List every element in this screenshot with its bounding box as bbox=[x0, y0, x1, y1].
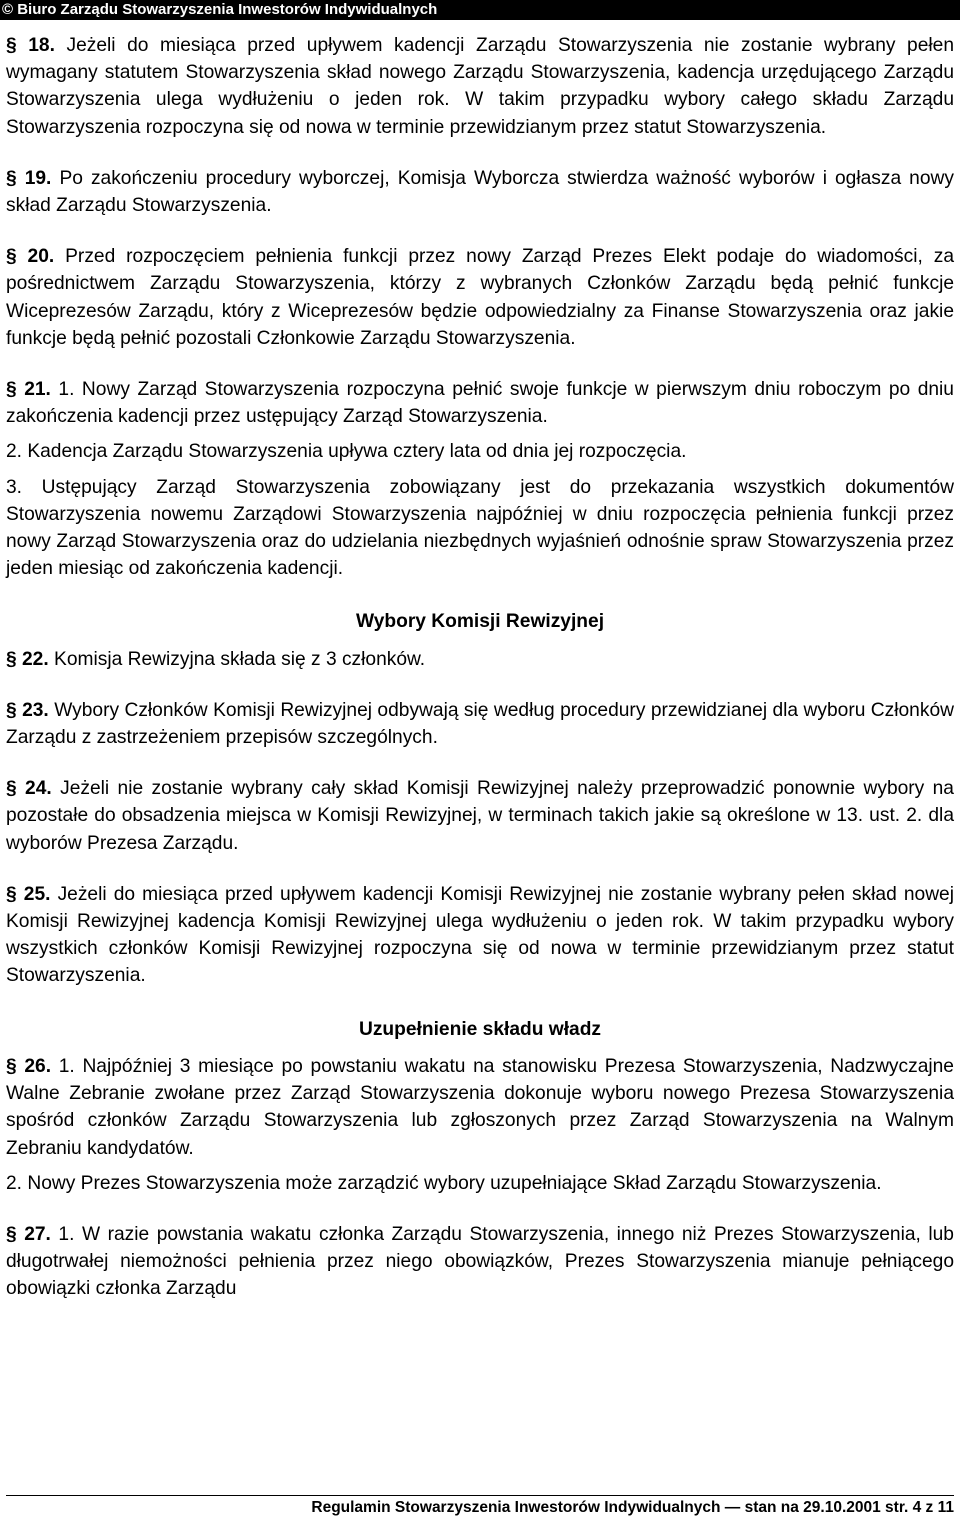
section-number: § 22. bbox=[6, 648, 49, 670]
paragraph-text: Przed rozpoczęciem pełnienia funkcji przez nowy Zarząd Prezes Elekt podaje do wiadomości, za pośrednictwem Zarządu Stowarzyszenia, którzy z wybranych Członków Zarządu będą pełnić funkcje Wiceprezesów Zarządu, który z Wiceprezesów będzie odpowiedzialny za Finanse Stowarzyszenia oraz jakie funkcje będą pełnić pozostali Członkowie Zarządu Stowarzyszenia. bbox=[6, 246, 954, 349]
paragraph-26-point-2 bbox=[6, 1170, 954, 1197]
paragraph-text: Jeżeli do miesiąca przed upływem kadencji Zarządu Stowarzyszenia nie zostanie wybrany pełen wymagany statutem Stowarzyszenia skład nowego Zarządu Stowarzyszenia, kadencja urzędującego Zarządu Stowarzyszenia ulega wydłużeniu o jeden rok. W takim przypadku wybory całego składu Zarządu Stowarzyszenia rozpoczyna się od nowa w terminie przewidzianym przez statut Stowarzyszenia. bbox=[6, 35, 954, 138]
section-number: § 18. bbox=[6, 35, 55, 56]
document-header-title: © Biuro Zarządu Stowarzyszenia Inwestorów Indywidualnych bbox=[2, 1, 438, 18]
paragraph-18 bbox=[6, 32, 954, 141]
paragraph-25 bbox=[6, 881, 954, 990]
paragraph-text: Jeżeli do miesiąca przed upływem kadencji Komisji Rewizyjnej nie zostanie wybrany pełen skład nowej Komisji Rewizyjnej kadencja Komisji Rewizyjnej ulega wydłużeniu o jeden rok. W takim przypadku wybory wszystkich członków Komisji Rewizyjnej rozpoczyna się od nowa w terminie przewidzianym przez statut Stowarzyszenia. bbox=[6, 883, 954, 987]
section-number: § 19. bbox=[6, 167, 52, 189]
paragraph-19 bbox=[6, 165, 954, 219]
paragraph-text: Jeżeli nie zostanie wybrany cały skład Komisji Rewizyjnej należy przeprowadzić ponownie wybory na pozostałe do obsadzenia miejsca w Komisji Rewizyjnej, w terminach takich jakie są określone w 13. ust. 2. dla wyborów Prezesa Zarządu. bbox=[6, 778, 954, 854]
document-body bbox=[6, 32, 954, 1327]
paragraph-24 bbox=[6, 775, 954, 857]
paragraph-21-point-3 bbox=[6, 474, 954, 583]
paragraph-text: 2. Kadencja Zarządu Stowarzyszenia upływa cztery lata od dnia jej rozpoczęcia. bbox=[6, 441, 687, 463]
paragraph-text: 1. Najpóźniej 3 miesiące po powstaniu wakatu na stanowisku Prezesa Stowarzyszenia, Nadzwyczajne Walne Zebranie zwołane przez Zarząd Stowarzyszenia dokonuje wyboru nowego Prezesa Stowarzyszenia spośród członków Zarządu Stowarzyszenia lub zgłoszonych przez Zarząd Stowarzyszenia na Walnym Zebraniu kandydatów. bbox=[6, 1055, 954, 1159]
section-heading-komisja: Wybory Komisji Rewizyjnej bbox=[355, 611, 605, 633]
section-number: § 23. bbox=[6, 699, 49, 721]
page-footer: Regulamin Stowarzyszenia Inwestorów Indywidualnych — stan na 29.10.2001 str. 4 z 11 bbox=[311, 1499, 954, 1516]
paragraph-text: 2. Nowy Prezes Stowarzyszenia może zarządzić wybory uzupełniające Skład Zarządu Stowarzyszenia. bbox=[6, 1172, 882, 1194]
section-number: § 25. bbox=[6, 883, 51, 905]
paragraph-27-point-1 bbox=[6, 1221, 954, 1303]
paragraph-21-point-1 bbox=[6, 376, 954, 430]
paragraph-text: 1. W razie powstania wakatu członka Zarządu Stowarzyszenia, innego niż Prezes Stowarzyszenia, lub długotrwałej niemożności pełnienia przez niego obowiązków, Prezes Stowarzyszenia mianuje pełniącego obowiązki członka Zarządu bbox=[6, 1223, 954, 1300]
paragraph-20 bbox=[6, 243, 954, 352]
section-number: § 26. bbox=[6, 1055, 52, 1077]
paragraph-text: Wybory Członków Komisji Rewizyjnej odbywają się według procedury przewidzianej dla wyboru Członków Zarządu z zastrzeżeniem przepisów szczególnych. bbox=[6, 699, 954, 749]
section-number: § 27. bbox=[6, 1223, 51, 1245]
paragraph-text: 1. Nowy Zarząd Stowarzyszenia rozpoczyna pełnić swoje funkcje w pierwszym dniu roboczym po dniu zakończenia kadencji przez ustępujący Zarząd Stowarzyszenia. bbox=[6, 379, 954, 428]
paragraph-23 bbox=[6, 697, 954, 751]
paragraph-text: 3. Ustępujący Zarząd Stowarzyszenia zobowiązany jest do przekazania wszystkich dokumentów Stowarzyszenia nowemu Zarządowi Stowarzyszenia najpóźniej w dniu rozpoczęcia pełnienia funkcji przez nowy Zarząd Stowarzyszenia oraz do udzielania niezbędnych wyjaśnień odnośnie spraw Stowarzyszenia przez jeden miesiąc od zakończenia kadencji. bbox=[6, 476, 954, 580]
section-number: § 24. bbox=[6, 778, 52, 800]
footer-divider bbox=[6, 1495, 954, 1496]
section-number: § 21. bbox=[6, 379, 51, 401]
paragraph-26-point-1 bbox=[6, 1053, 954, 1162]
document-header-bar bbox=[0, 0, 960, 20]
paragraph-22 bbox=[6, 646, 954, 673]
paragraph-21-point-2 bbox=[6, 438, 954, 465]
section-heading-uzupelnienie: Uzupełnienie składu władz bbox=[358, 1018, 602, 1040]
paragraph-text: Po zakończeniu procedury wyborczej, Komisja Wyborcza stwierdza ważność wyborów i ogłasza nowy skład Zarządu Stowarzyszenia. bbox=[6, 167, 954, 217]
paragraph-text: Komisja Rewizyjna składa się z 3 członków. bbox=[54, 648, 426, 670]
section-number: § 20. bbox=[6, 246, 55, 268]
